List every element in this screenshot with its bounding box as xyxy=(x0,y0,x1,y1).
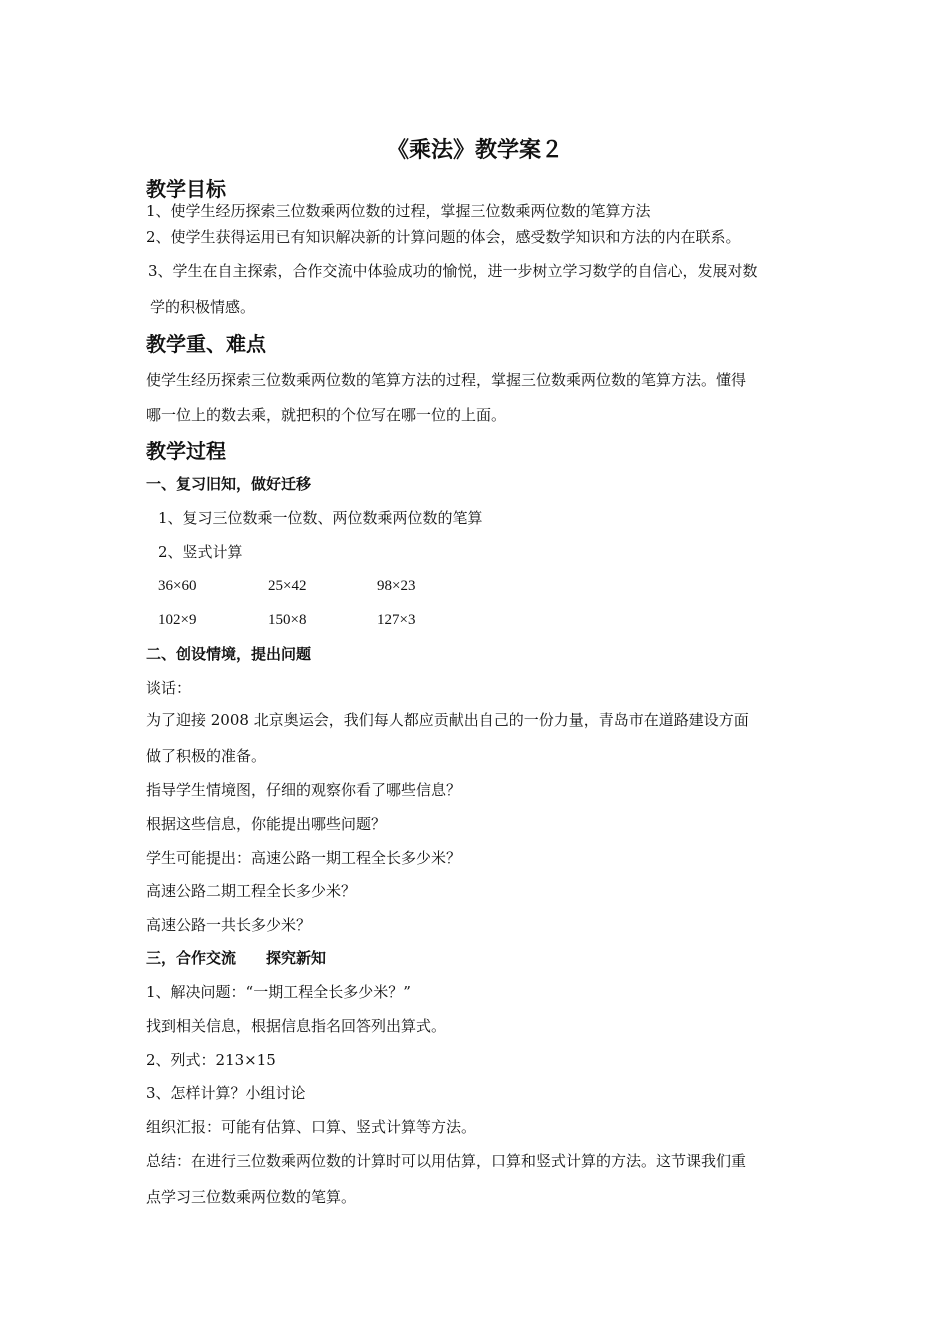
focus-line-2: 哪一位上的数去乘，就把积的个位写在哪一位的上面。 xyxy=(146,406,507,424)
goal-item-3: 3、学生在自主探索，合作交流中体验成功的愉悦，进一步树立学习数学的自信心，发展对数 xyxy=(148,262,758,280)
part1-item-2: 2、竖式计算 xyxy=(158,543,243,561)
calc-item: 98×23 xyxy=(377,578,416,594)
part3-line: 点学习三位数乘两位数的笔算。 xyxy=(146,1188,357,1206)
part2-line: 谈话： xyxy=(146,679,192,697)
goal-item-2: 2、使学生获得运用已有知识解决新的计算问题的体会，感受数学知识和方法的内在联系。 xyxy=(146,228,741,246)
part3-line: 2、列式：213×15 xyxy=(146,1051,276,1069)
part1-item-1: 1、复习三位数乘一位数、两位数乘两位数的笔算 xyxy=(158,509,483,527)
part3-line: 组织汇报：可能有估算、口算、竖式计算等方法。 xyxy=(146,1118,477,1136)
part3-line: 3、怎样计算？小组讨论 xyxy=(146,1084,306,1102)
calc-item: 102×9 xyxy=(158,612,197,628)
part3-line: 找到相关信息，根据信息指名回答列出算式。 xyxy=(146,1017,447,1035)
focus-line-1: 使学生经历探索三位数乘两位数的笔算方法的过程，掌握三位数乘两位数的笔算方法。懂得 xyxy=(146,371,747,389)
heading-focus: 教学重、难点 xyxy=(146,332,266,356)
heading-process: 教学过程 xyxy=(146,439,226,463)
goal-item-3-cont: 学的积极情感。 xyxy=(150,298,256,316)
part2-line: 为了迎接 2008 北京奥运会，我们每人都应贡献出自己的一份力量，青岛市在道路建设方面 xyxy=(146,711,749,729)
part3-line: 总结：在进行三位数乘两位数的计算时可以用估算，口算和竖式计算的方法。这节课我们重 xyxy=(146,1152,747,1170)
calc-item: 127×3 xyxy=(377,612,416,628)
heading-goals: 教学目标 xyxy=(146,177,226,201)
calc-item: 36×60 xyxy=(158,578,197,594)
part2-line: 学生可能提出：高速公路一期工程全长多少米？ xyxy=(146,849,462,867)
part3-heading: 三，合作交流 探究新知 xyxy=(146,949,327,967)
part2-line: 做了积极的准备。 xyxy=(146,747,267,765)
part2-heading: 二、创设情境，提出问题 xyxy=(146,645,312,663)
part2-line: 指导学生情境图，仔细的观察你看了哪些信息？ xyxy=(146,781,462,799)
part3-line: 1、解决问题：“一期工程全长多少米？” xyxy=(146,983,411,1001)
calc-item: 25×42 xyxy=(268,578,307,594)
page-title: 《乘法》教学案２ xyxy=(386,137,563,163)
part2-line: 根据这些信息，你能提出哪些问题？ xyxy=(146,815,387,833)
goal-item-1: 1、使学生经历探索三位数乘两位数的过程，掌握三位数乘两位数的笔算方法 xyxy=(146,202,651,220)
calc-item: 150×8 xyxy=(268,612,307,628)
part1-heading: 一、复习旧知，做好迁移 xyxy=(146,475,312,493)
part2-line: 高速公路一共长多少米？ xyxy=(146,916,312,934)
part2-line: 高速公路二期工程全长多少米？ xyxy=(146,882,357,900)
